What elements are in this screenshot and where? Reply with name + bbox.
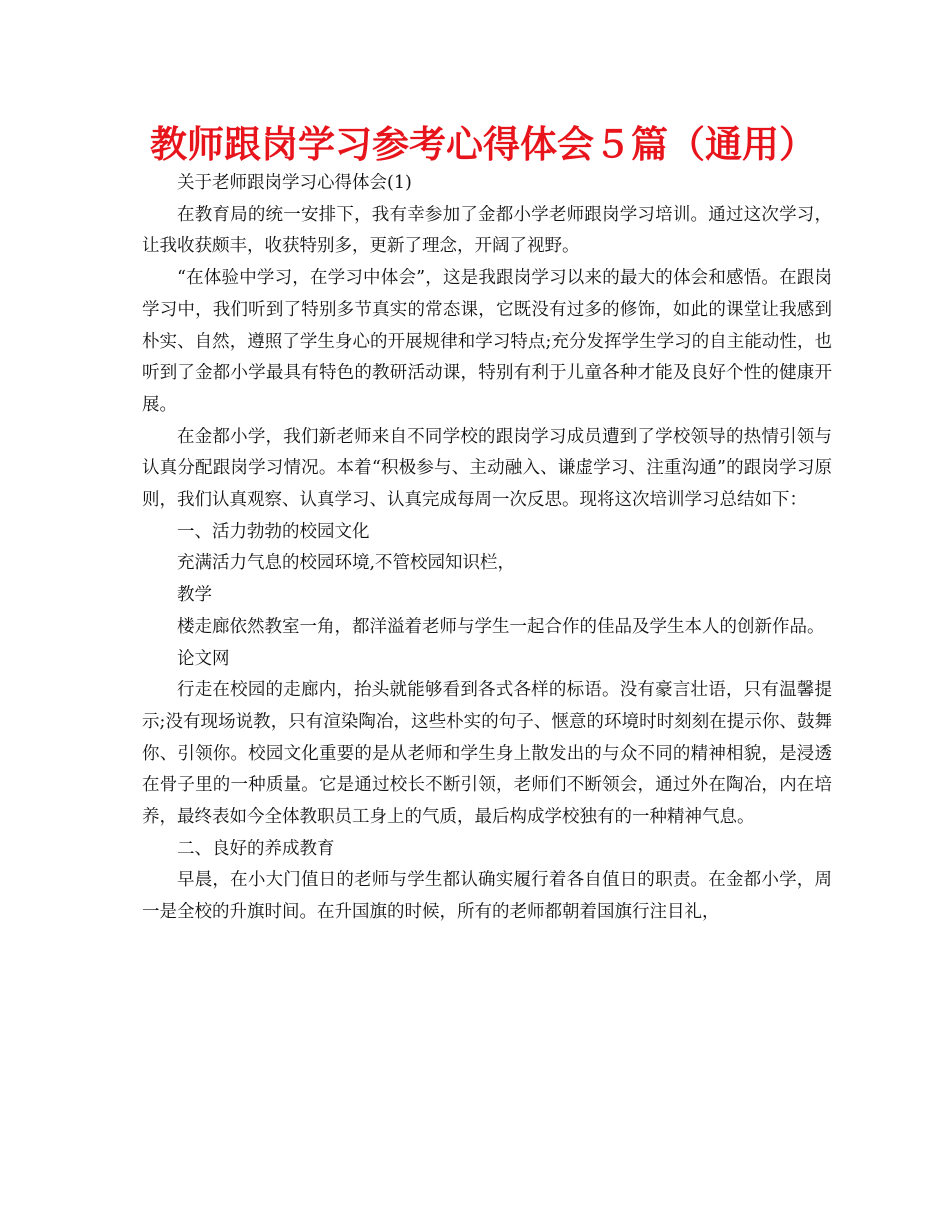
- paragraph: 在金都小学，我们新老师来自不同学校的跟岗学习成员遭到了学校领导的热情引领与认真分配跟岗学习情况。本着“积极参与、主动融入、谦虚学习、注重沟通”的跟岗学习原则，我们认真观察、认真学习、认真完成每周一次反思。现将这次培训学习总结如下：: [142, 426, 832, 511]
- paragraph-subtitle: 关于老师跟岗学习心得体会(1): [177, 173, 412, 193]
- paragraph: 充满活力气息的校园环境,不管校园知识栏，: [177, 553, 516, 574]
- section-heading: 二、良好的养成教育: [177, 838, 335, 859]
- paragraph: 教学: [177, 585, 212, 606]
- paragraph: 在教育局的统一安排下，我有幸参加了金都小学老师跟岗学习培训。通过这次学习，让我收获颇丰，收获特别多，更新了理念，开阔了视野。: [142, 204, 832, 257]
- section-heading: 一、活力勃勃的校园文化: [177, 521, 370, 542]
- paragraph: “在体验中学习，在学习中体会”，这是我跟岗学习以来的最大的体会和感悟。在跟岗学习中，我们听到了特别多节真实的常态课，它既没有过多的修饰，如此的课堂让我感到朴实、自然，遵照了学生身心的开展规律和学习特点;充分发挥学生学习的自主能动性，也听到了金都小学最具有特色的教研活动课，特别有利于儿童各种才能及良好个性的健康开展。: [142, 268, 832, 415]
- paragraph: 早晨，在小大门值日的老师与学生都认确实履行着各自值日的职责。在金都小学，周一是全校的升旗时间。在升国旗的时候，所有的老师都朝着国旗行注目礼，: [142, 870, 832, 923]
- document-title: 教师跟岗学习参考心得体会５篇（通用）: [150, 123, 816, 166]
- paragraph: 论文网: [177, 648, 230, 669]
- document-body: [142, 168, 832, 929]
- paragraph: 行走在校园的走廊内，抬头就能够看到各式各样的标语。没有豪言壮语，只有温馨提示;没有现场说教，只有渲染陶冶，这些朴实的句子、惬意的环境时时刻刻在提示你、鼓舞你、引领你。校园文化重要的是从老师和学生身上散发出的与众不同的精神相貌，是浸透在骨子里的一种质量。它是通过校长不断引领，老师们不断领会，通过外在陶冶，内在培养，最终表如今全体教职员工身上的气质，最后构成学校独有的一种精神气息。: [142, 680, 832, 828]
- paragraph: 楼走廊依然教室一角，都洋溢着老师与学生一起合作的佳品及学生本人的创新作品。: [177, 616, 825, 637]
